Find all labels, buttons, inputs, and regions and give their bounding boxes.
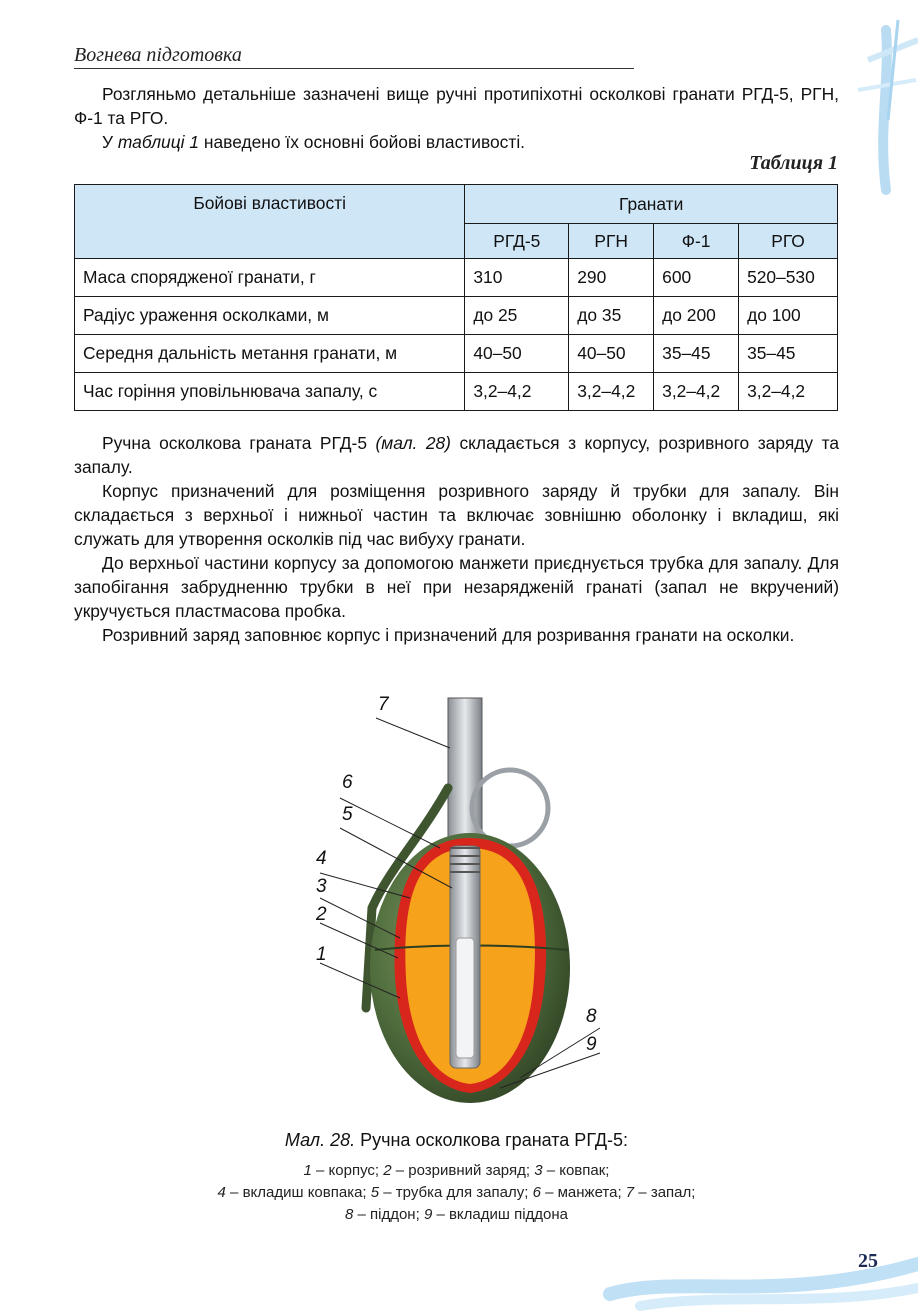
table-cell: 3,2–4,2 bbox=[739, 373, 838, 411]
figure-caption-text: Ручна осколкова граната РГД-5: bbox=[355, 1130, 629, 1150]
header-grenade-rgd5: РГД-5 bbox=[465, 224, 569, 259]
table-cell: 3,2–4,2 bbox=[569, 373, 654, 411]
legend-num: 2 bbox=[383, 1162, 392, 1179]
legend-num: 7 bbox=[625, 1184, 635, 1201]
paragraph-tube: До верхньої частини корпусу за допомогою манжети приєднується трубка для запалу. Для запобігання забрудненню трубки в неї при незарядженій гранаті (запал не вкручений) укручується пластмасова пробка. bbox=[74, 553, 839, 621]
table-cell: 3,2–4,2 bbox=[465, 373, 569, 411]
legend-num: 6 bbox=[532, 1184, 541, 1201]
figure-caption bbox=[74, 1130, 839, 1151]
callout-9: 9 bbox=[586, 1034, 597, 1055]
body-text bbox=[74, 431, 839, 647]
paragraph-body: Корпус призначений для розміщення розривного заряду й трубки для запалу. Він складається з верхньої і нижньої частин та включає зовнішню оболонку і вкладиш, які служать для утворення осколків під час вибуху гранати. bbox=[74, 481, 839, 549]
legend-text: – корпус; bbox=[311, 1162, 384, 1179]
legend-num: 1 bbox=[303, 1162, 312, 1179]
row-label: Час горіння уповільнювача запалу, с bbox=[75, 373, 465, 411]
row-label: Радіус ураження осколками, м bbox=[75, 297, 465, 335]
intro-paragraph-2 bbox=[74, 130, 839, 154]
legend-text: – трубка для запалу; bbox=[379, 1184, 533, 1201]
fuse-detonator bbox=[456, 938, 474, 1058]
header-grenade-rgn: РГН bbox=[569, 224, 654, 259]
table-cell: 600 bbox=[654, 259, 739, 297]
legend-text: – піддон; bbox=[353, 1206, 424, 1223]
properties-table bbox=[74, 184, 838, 411]
table-row bbox=[75, 373, 838, 411]
figure-caption-ref: Мал. 28. bbox=[284, 1130, 356, 1150]
legend-num: 8 bbox=[344, 1206, 354, 1223]
legend-text: – ковпак; bbox=[542, 1162, 610, 1179]
header-grenades: Гранати bbox=[465, 185, 838, 224]
p3-start: Ручна осколкова граната РГД-5 bbox=[102, 433, 376, 453]
corner-decoration bbox=[828, 0, 918, 200]
table-cell: 310 bbox=[465, 259, 569, 297]
table-cell: 40–50 bbox=[569, 335, 654, 373]
intro-text bbox=[74, 82, 839, 154]
table-cell: до 35 bbox=[569, 297, 654, 335]
callout-7: 7 bbox=[378, 694, 389, 715]
callout-5: 5 bbox=[342, 804, 353, 825]
table-caption: Таблиця 1 bbox=[749, 152, 838, 174]
legend-num: 3 bbox=[534, 1162, 543, 1179]
legend-text: – манжета; bbox=[540, 1184, 626, 1201]
table-cell: 3,2–4,2 bbox=[654, 373, 739, 411]
callout-3: 3 bbox=[316, 876, 327, 897]
fuse bbox=[448, 698, 482, 838]
legend-num: 5 bbox=[370, 1184, 380, 1201]
intro-p2-start: У bbox=[102, 132, 118, 152]
legend-num: 9 bbox=[423, 1206, 433, 1223]
legend-line bbox=[74, 1182, 839, 1204]
table-cell: 520–530 bbox=[739, 259, 838, 297]
header-grenade-rgo: РГО bbox=[739, 224, 838, 259]
legend-line bbox=[74, 1204, 839, 1226]
legend-text: – запал; bbox=[634, 1184, 696, 1201]
intro-paragraph-1: Розгляньмо детальніше зазначені вище ручні протипіхотні осколкові гранати РГД-5, РГН, Ф-1 та РГО. bbox=[74, 84, 839, 128]
figure-legend bbox=[74, 1160, 839, 1226]
callout-1: 1 bbox=[316, 944, 327, 965]
paragraph-rgd5 bbox=[74, 431, 839, 479]
legend-text: – вкладиш ковпака; bbox=[225, 1184, 371, 1201]
figure-reference: (мал. 28) bbox=[375, 433, 451, 453]
table-cell: 35–45 bbox=[739, 335, 838, 373]
table-row bbox=[75, 259, 838, 297]
legend-text: – вкладиш піддона bbox=[432, 1206, 569, 1223]
row-label: Маса спорядженої гранати, г bbox=[75, 259, 465, 297]
p3-end: складається з корпусу, розривного заряду та запалу. bbox=[74, 433, 840, 477]
table-cell: до 200 bbox=[654, 297, 739, 335]
page-number: 25 bbox=[858, 1250, 878, 1272]
legend-line bbox=[74, 1160, 839, 1182]
intro-p2-end: наведено їх основні бойові властивості. bbox=[199, 132, 526, 152]
header-grenade-f1: Ф-1 bbox=[654, 224, 739, 259]
table-row bbox=[75, 297, 838, 335]
paragraph-charge: Розривний заряд заповнює корпус і призначений для розривання гранати на осколки. bbox=[102, 625, 795, 645]
callout-6: 6 bbox=[342, 772, 353, 793]
grenade-illustration bbox=[300, 688, 620, 1118]
running-header: Вогнева підготовка bbox=[74, 44, 242, 66]
header-rule bbox=[74, 68, 634, 69]
callout-4: 4 bbox=[316, 848, 327, 869]
table-row bbox=[75, 335, 838, 373]
table-reference: таблиці 1 bbox=[117, 132, 200, 152]
table-cell: до 25 bbox=[465, 297, 569, 335]
table-cell: 40–50 bbox=[465, 335, 569, 373]
callout-8: 8 bbox=[586, 1006, 597, 1027]
callout-2: 2 bbox=[316, 904, 327, 925]
table-cell: 290 bbox=[569, 259, 654, 297]
header-properties: Бойові властивості bbox=[75, 185, 465, 259]
table-cell: до 100 bbox=[739, 297, 838, 335]
table-cell: 35–45 bbox=[654, 335, 739, 373]
row-label: Середня дальність метання гранати, м bbox=[75, 335, 465, 373]
legend-text: – розривний заряд; bbox=[391, 1162, 535, 1179]
legend-num: 4 bbox=[217, 1184, 226, 1201]
